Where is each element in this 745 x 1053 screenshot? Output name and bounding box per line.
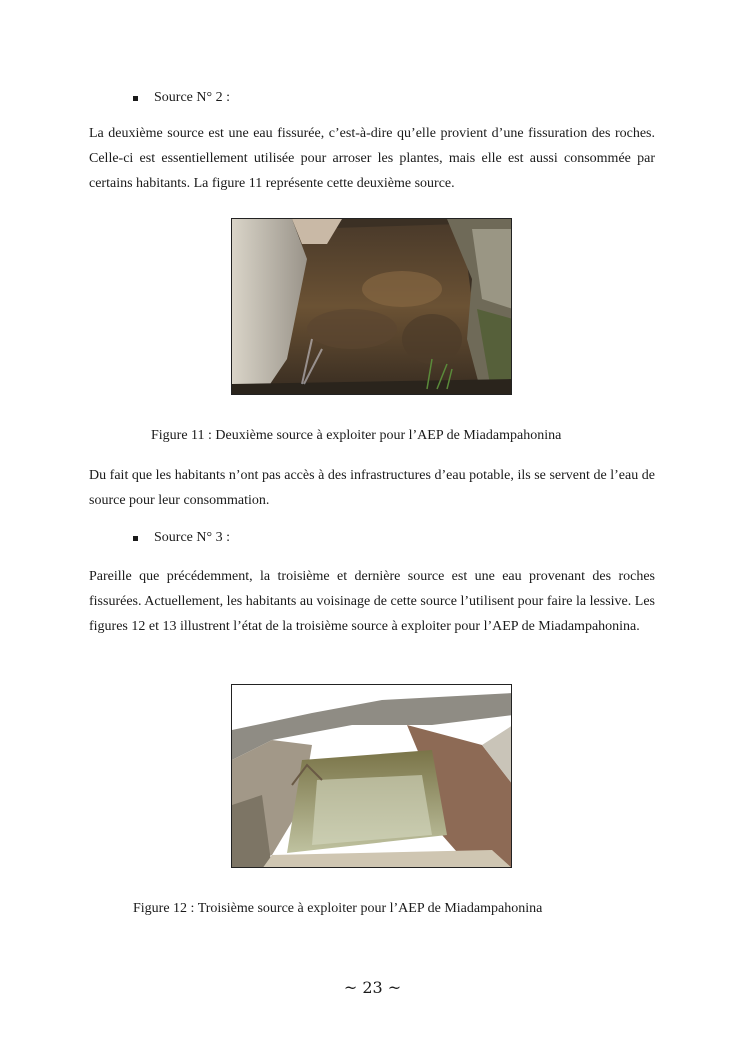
source-3-heading-text: Source N° 3 : <box>154 530 230 545</box>
square-bullet-icon <box>133 536 138 541</box>
water-access-paragraph: Du fait que les habitants n’ont pas accès à des infrastructures d’eau potable, ils se servent de l’eau de source pour leur consommation. <box>89 468 655 508</box>
source-3-heading <box>133 529 230 547</box>
source-2-heading <box>133 89 230 107</box>
figure-12-image <box>231 684 512 868</box>
figure-11-caption: Figure 11 : Deuxième source à exploiter pour l’AEP de Miadampahonina <box>151 428 562 443</box>
source-2-paragraph: La deuxième source est une eau fissurée, c’est-à-dire qu’elle provient d’une fissuration des roches. Celle-ci est essentiellement utilisée pour arroser les plantes, mais elle est aussi consommée par certains habitants. La figure 11 représente cette deuxième source. <box>89 126 655 191</box>
figure-12-caption: Figure 12 : Troisième source à exploiter pour l’AEP de Miadampahonina <box>133 901 543 916</box>
source-2-heading-text: Source N° 2 : <box>154 90 230 105</box>
page-number: ~ 23 ~ <box>343 978 402 997</box>
square-bullet-icon <box>133 96 138 101</box>
source-3-paragraph: Pareille que précédemment, la troisième et dernière source est une eau provenant des roches fissurées. Actuellement, les habitants au voisinage de cette source l’utilisent pour faire la lessive. Les figures 12 et 13 illustrent l’état de la troisième source à exploiter pour l’AEP de Miadampahonina. <box>89 569 655 634</box>
figure-11-image <box>231 218 512 395</box>
